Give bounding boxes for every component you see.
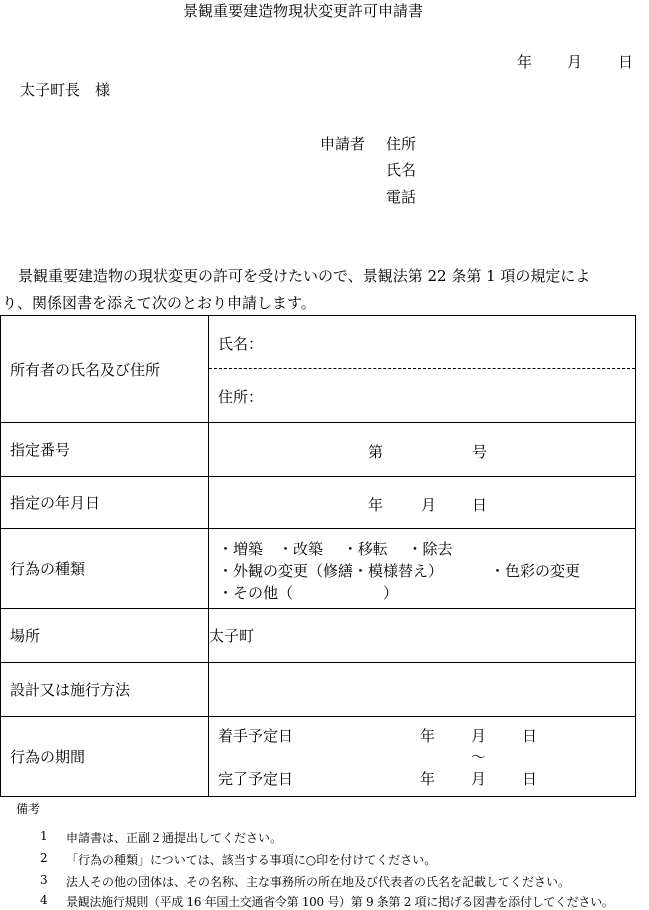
- end-date-label: 完了予定日: [218, 770, 294, 788]
- page-title: 景観重要建造物現状変更許可申請書: [183, 2, 424, 20]
- addressee: 太子町長 様: [20, 81, 111, 99]
- date-month: 月: [567, 53, 583, 71]
- note-num-2: 2: [40, 851, 48, 865]
- period-label: 行為の期間: [1, 717, 209, 797]
- designation-no-row: [1, 423, 636, 477]
- owner-name-field[interactable]: 氏名：: [218, 335, 264, 353]
- act-type-line-3: ・その他（ ）: [218, 584, 399, 602]
- notes-heading: 備考: [16, 802, 41, 816]
- application-table: [0, 315, 636, 797]
- applicant-label: 申請者: [320, 135, 366, 153]
- end-month: 月: [471, 770, 487, 788]
- applicant-phone-label: 電話: [386, 188, 417, 206]
- act-type-line-2b: ・色彩の変更: [490, 562, 581, 580]
- place-value[interactable]: 太子町: [209, 609, 636, 663]
- act-type-line-2: ・外観の変更（修繕・模様替え）: [218, 562, 444, 580]
- owner-label: 所有者の氏名及び住所: [1, 316, 209, 423]
- start-year: 年: [420, 727, 436, 745]
- intro-line-1: 景観重要建造物の現状変更の許可を受けたいので、景観法第 22 条第 1 項の規定によ: [18, 267, 591, 285]
- applicant-address-label: 住所: [386, 135, 417, 153]
- place-row: [1, 609, 636, 663]
- date-day: 日: [618, 53, 634, 71]
- designation-day: 日: [472, 496, 488, 514]
- owner-row: [1, 316, 636, 423]
- method-label: 設計又は施行方法: [1, 663, 209, 717]
- designation-date-field[interactable]: [209, 477, 636, 529]
- applicant-name-label: 氏名: [386, 161, 417, 179]
- note-num-3: 3: [40, 873, 48, 887]
- note-text-3: 法人その他の団体は、その名称、主な事務所の所在地及び代表者の氏名を記載してください。: [66, 875, 571, 889]
- end-day: 日: [522, 770, 538, 788]
- act-type-field[interactable]: [209, 529, 636, 609]
- start-month: 月: [471, 727, 487, 745]
- designation-date-label: 指定の年月日: [1, 477, 209, 529]
- designation-no-suffix: 号: [472, 443, 488, 461]
- act-type-row: [1, 529, 636, 609]
- designation-date-row: [1, 477, 636, 529]
- start-date-label: 着手予定日: [218, 727, 294, 745]
- period-field[interactable]: [209, 717, 636, 797]
- designation-month: 月: [421, 496, 437, 514]
- designation-no-prefix: 第: [368, 443, 384, 461]
- owner-value-cell: [209, 316, 636, 423]
- place-label: 場所: [1, 609, 209, 663]
- note-text-1: 申請書は、正副２通提出してください。: [66, 831, 283, 845]
- note-num-1: 1: [40, 829, 48, 843]
- designation-year: 年: [368, 496, 384, 514]
- note-text-4: 景観法施行規則（平成 16 年国土交通省令第 100 号）第 9 条第 2 項に掲げる図書を添付してください。: [66, 895, 614, 909]
- owner-address-field[interactable]: 住所：: [218, 388, 264, 406]
- note-num-4: 4: [40, 893, 48, 907]
- note-text-2: 「行為の種類」については、該当する事項に○印を付けてください。: [66, 853, 437, 867]
- intro-line-2: り、関係図書を添えて次のとおり申請します。: [2, 294, 316, 312]
- end-year: 年: [420, 770, 436, 788]
- period-tilde: ～: [471, 748, 487, 766]
- date-year: 年: [517, 53, 533, 71]
- designation-no-label: 指定番号: [1, 423, 209, 477]
- designation-no-field[interactable]: [209, 423, 636, 477]
- method-row: [1, 663, 636, 717]
- period-row: [1, 717, 636, 797]
- act-type-line-1: ・増築 ・改築 ・移転 ・除去: [218, 540, 453, 558]
- method-field[interactable]: [209, 663, 636, 717]
- start-day: 日: [522, 727, 538, 745]
- act-type-label: 行為の種類: [1, 529, 209, 609]
